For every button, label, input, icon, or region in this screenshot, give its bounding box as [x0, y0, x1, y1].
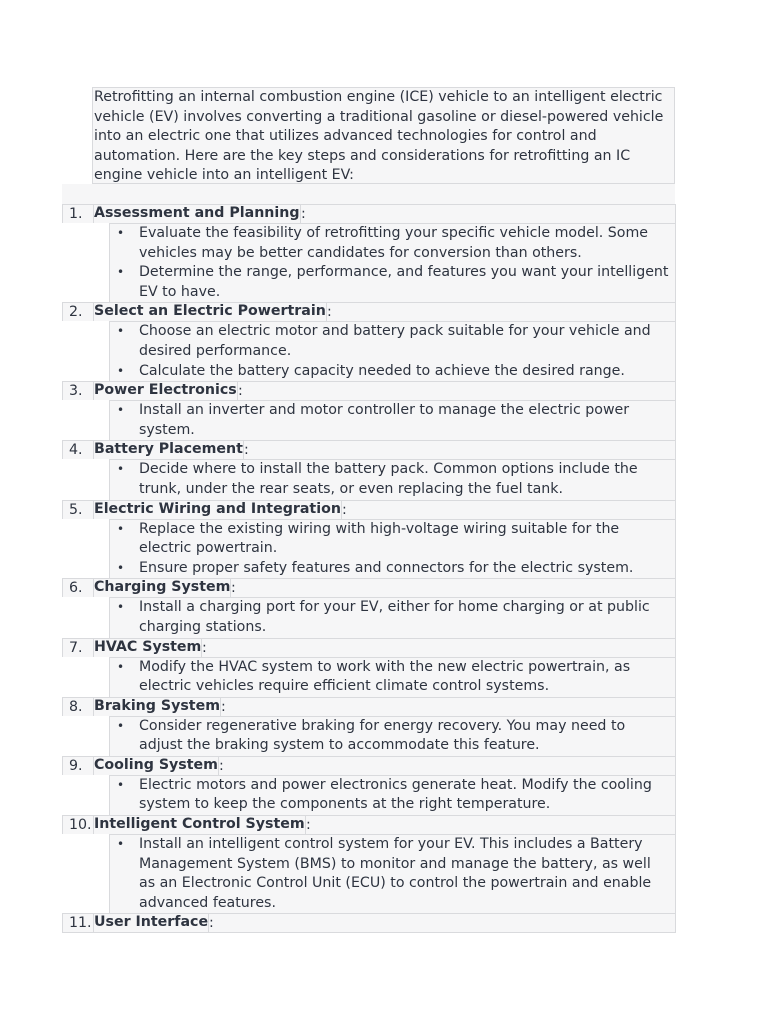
step-title: User Interface: [94, 914, 209, 931]
step-number: 8.: [69, 698, 83, 715]
bullet-text: Evaluate the feasibility of retrofitting your specific vehicle model. Some vehicles may be better candidates for conversion than others.: [139, 225, 649, 261]
step-title-wrap: [93, 381, 238, 400]
step-number: 5.: [69, 501, 83, 518]
step-number: 11.: [69, 915, 92, 932]
step-title: Power Electronics: [94, 382, 237, 399]
step-title-wrap: [93, 204, 301, 223]
bullet-text: Install an inverter and motor controller to manage the electric power system.: [139, 402, 630, 438]
step-number: 3.: [69, 383, 83, 400]
bullet-item: [110, 559, 675, 579]
step-title-wrap: [93, 302, 327, 321]
step-title-colon: :: [238, 383, 243, 400]
bullet-icon: •: [117, 600, 125, 615]
bullet-text: Replace the existing wiring with high-voltage wiring suitable for the electric powertrain.: [139, 520, 620, 557]
step-title-colon: :: [306, 817, 311, 834]
bullet-text: Modify the HVAC system to work with the new electric powertrain, as electric vehicles require efficient climate control systems.: [139, 658, 631, 695]
bullet-item: [110, 598, 675, 637]
step-number: 6.: [69, 580, 83, 597]
step-title-colon: :: [244, 442, 249, 459]
step-heading: [62, 381, 676, 400]
bullet-text: Decide where to install the battery pack. Common options include the trunk, under the rear seats, or even replacing the fuel tank.: [139, 461, 638, 497]
bullet-text: Calculate the battery capacity needed to achieve the desired range.: [139, 362, 625, 379]
step-heading: [62, 204, 676, 223]
step-title: Intelligent Control System: [94, 816, 305, 833]
step-title-wrap: [93, 440, 244, 459]
bullet-icon: •: [117, 560, 125, 575]
bullet-item: [110, 835, 675, 913]
step-title-colon: :: [209, 915, 214, 932]
step-title-wrap: [93, 697, 221, 716]
bullet-item: [110, 401, 675, 440]
bullet-icon: •: [117, 521, 125, 536]
step-title-colon: :: [219, 757, 224, 774]
bullet-icon: •: [117, 363, 125, 378]
step-title: Braking System: [94, 697, 220, 714]
step-heading: [62, 756, 676, 775]
bullet-item: [110, 520, 675, 559]
bullet-text: Ensure proper safety features and connectors for the electric system.: [139, 559, 634, 576]
step-number: 7.: [69, 639, 83, 656]
step-title: Cooling System: [94, 756, 218, 773]
bullet-icon: •: [117, 226, 125, 240]
step-title-colon: :: [301, 206, 306, 222]
step-number: 1.: [69, 206, 83, 222]
step-heading: [62, 578, 676, 597]
step-number: 9.: [69, 757, 83, 774]
step-bullets: [109, 657, 676, 697]
bullet-item: [110, 322, 675, 361]
bullet-icon: •: [117, 324, 125, 339]
step-bullets: [109, 519, 676, 579]
bullet-item: [110, 224, 675, 263]
step-title: Battery Placement: [94, 441, 243, 458]
list-bottom-border: [62, 932, 676, 933]
step-number: 10.: [69, 817, 92, 834]
step-heading: [62, 697, 676, 716]
intro-spacer: [62, 184, 675, 204]
bullet-icon: •: [117, 403, 125, 418]
step-bullets: [109, 459, 676, 499]
bullet-text: Install an intelligent control system for your EV. This includes a Battery Management System (BMS) to monitor and manage the battery, as well as an Electronic Control Unit (ECU) to control the powertrain and enable advanced features.: [139, 836, 652, 911]
step-bullets: [109, 400, 676, 440]
step-number: 4.: [69, 442, 83, 459]
step-heading: [62, 638, 676, 657]
intro-paragraph: Retrofitting an internal combustion engine (ICE) vehicle to an intelligent electric vehicle (EV) involves converting a traditional gasoline or diesel-powered vehicle into an electric one that utilizes advanced technologies for control and automation. Here are the key steps and considerations for retrofitting an IC engine vehicle into an intelligent EV:: [92, 87, 675, 184]
steps-list: [62, 204, 676, 933]
step-title-wrap: [93, 638, 202, 657]
step-bullets: [109, 223, 676, 302]
bullet-item: [110, 776, 675, 815]
step-title-colon: :: [327, 304, 332, 321]
bullet-item: [110, 717, 675, 756]
step-bullets: [109, 775, 676, 815]
step-bullets: [109, 834, 676, 913]
step-heading: [62, 815, 676, 834]
step-bullets: [109, 321, 676, 381]
step-number: 2.: [69, 304, 83, 321]
step-heading: [62, 500, 676, 519]
step-title: Select an Electric Powertrain: [94, 303, 326, 320]
step-title-colon: :: [231, 580, 236, 597]
step-title: Charging System: [94, 579, 231, 596]
bullet-item: [110, 460, 675, 499]
bullet-icon: •: [117, 837, 125, 852]
step-bullets: [109, 716, 676, 756]
step-heading: [62, 913, 676, 932]
step-bullets: [109, 597, 676, 637]
bullet-icon: •: [117, 777, 125, 792]
step-title: HVAC System: [94, 638, 202, 655]
step-title-wrap: [93, 913, 209, 932]
step-title-colon: :: [342, 501, 347, 518]
bullet-item: [110, 263, 675, 302]
step-title-wrap: [93, 815, 306, 834]
step-heading: [62, 440, 676, 459]
bullet-item: [110, 362, 675, 382]
bullet-icon: •: [117, 462, 125, 477]
bullet-text: Consider regenerative braking for energy recovery. You may need to adjust the braking system to accommodate this feature.: [139, 717, 626, 754]
bullet-icon: •: [117, 659, 125, 674]
step-title-wrap: [93, 578, 231, 597]
step-title-wrap: [93, 756, 219, 775]
bullet-item: [110, 658, 675, 697]
step-title: Assessment and Planning: [94, 205, 300, 221]
bullet-text: Install a charging port for your EV, either for home charging or at public charging stations.: [139, 599, 650, 635]
bullet-text: Choose an electric motor and battery pack suitable for your vehicle and desired performance.: [139, 323, 651, 359]
bullet-icon: •: [117, 265, 125, 280]
bullet-text: Determine the range, performance, and features you want your intelligent EV to have.: [139, 264, 669, 300]
bullet-text: Electric motors and power electronics generate heat. Modify the cooling system to keep the components at the right temperature.: [139, 776, 652, 813]
step-title-colon: :: [202, 639, 207, 656]
step-title: Electric Wiring and Integration: [94, 500, 341, 517]
step-title-colon: :: [221, 698, 226, 715]
step-title-wrap: [93, 500, 342, 519]
bullet-icon: •: [117, 718, 125, 733]
step-heading: [62, 302, 676, 321]
